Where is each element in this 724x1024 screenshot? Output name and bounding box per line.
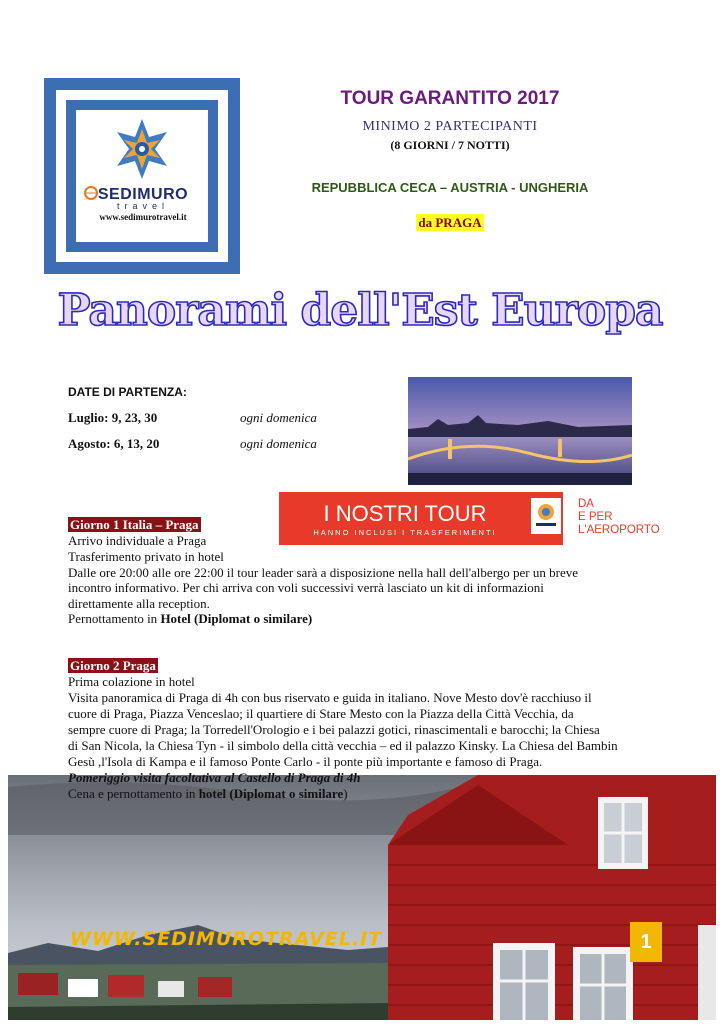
tour-title: TOUR GARANTITO 2017	[340, 88, 560, 109]
departure-july: Luglio: 9, 23, 30	[68, 410, 158, 425]
logo-subtitle: travel	[116, 201, 169, 211]
banner-subtext: HANNO INCLUSI I TRASFERIMENTI	[313, 528, 497, 537]
day2-title: Giorno 2 Praga	[70, 658, 156, 673]
departure-city: da PRAGA	[418, 215, 482, 230]
day2-line: Prima colazione in hotel	[68, 674, 195, 689]
departure-august-note: ogni domenica	[240, 436, 317, 451]
day2-hotel-suffix: )	[343, 786, 348, 801]
day1-hotel-name: Hotel (Diplomat o similare)	[160, 611, 313, 626]
day2-line: Gesù ,l'Isola di Kampa e il famoso Ponte Carlo - il ponte più importante e famoso di Praga.	[68, 754, 543, 769]
main-title: Panorami dell'Est Europa	[57, 285, 663, 336]
departure-august: Agosto: 6, 13, 20	[68, 436, 160, 451]
departure-july-note: ogni domenica	[240, 410, 317, 425]
airport-note-line-3: L'AEROPORTO	[578, 524, 660, 536]
departure-city-wrap	[300, 214, 600, 232]
day2-hotel-prefix: Cena e pernottamento in	[68, 786, 199, 801]
day1-line: incontro informativo. Per chi arriva con voli successivi verrà lasciato un kit di informazioni	[68, 580, 544, 595]
day1-line: direttamente alla reception.	[68, 596, 210, 611]
budapest-photo	[408, 377, 632, 485]
day1-line: Trasferimento privato in hotel	[68, 549, 224, 564]
page-number: 1	[630, 922, 662, 962]
tour-countries: REPUBBLICA CECA – AUSTRIA - UNGHERIA	[311, 180, 589, 195]
day2-optional-tour: Pomeriggio visita facoltativa al Castello di Praga di 4h	[68, 770, 361, 785]
day2-line: sempre cuore di Praga; la Torredell'Orologio e i bei palazzi gotici, rinascimentali e barocchi; la Chiesa	[68, 722, 600, 737]
logo-url[interactable]: www.sedimurotravel.it	[99, 212, 187, 222]
red-house-photo	[8, 775, 716, 1020]
day2-line: cuore di Praga, Piazza Venceslao; il quartiere di Stare Mesto con la Piazza della Città Vecchia, da	[68, 706, 574, 721]
mosaic-star-icon	[109, 116, 175, 182]
day2-hotel-line	[68, 786, 654, 801]
day2-line: di San Nicola, la Chiesa Tyn - il simbolo della città vecchia – ed il palazzo Kinsky. La Chiesa del Bambin	[68, 738, 618, 753]
airport-note-line-2: E PER	[578, 511, 613, 523]
min-participants: MINIMO 2 PARTECIPANTI	[362, 119, 538, 134]
footer-site-url[interactable]: WWW.SEDIMUROTRAVEL.IT	[70, 928, 383, 950]
day1-line: Dalle ore 20:00 alle ore 22:00 il tour leader sarà a disposizione nella hall dell'albergo per un breve	[68, 565, 579, 580]
day2-hotel-name: hotel (Diplomat o similare	[198, 786, 344, 801]
airport-note	[578, 498, 688, 537]
banner-logo-icon	[530, 497, 562, 535]
day1-title: Giorno 1 Italia – Praga	[70, 517, 199, 532]
departure-dates-heading: DATE DI PARTENZA:	[68, 385, 187, 399]
day2-title-wrap	[68, 657, 158, 675]
day1-hotel-line	[68, 611, 654, 626]
day1-hotel-prefix: Pernottamento in	[68, 611, 161, 626]
logo-brand: SEDIMURO	[97, 186, 189, 203]
day2-line: Visita panoramica di Praga di 4h con bus riservato e guida in italiano. Nove Mesto dov'è racchiuso il	[68, 690, 592, 705]
banner-main-text: I NOSTRI TOUR	[323, 501, 487, 526]
day1-line: Arrivo individuale a Praga	[68, 533, 207, 548]
day1-title-wrap	[68, 516, 201, 534]
tour-duration: (8 GIORNI / 7 NOTTI)	[390, 138, 510, 152]
airport-note-line-1: DA	[578, 498, 594, 510]
